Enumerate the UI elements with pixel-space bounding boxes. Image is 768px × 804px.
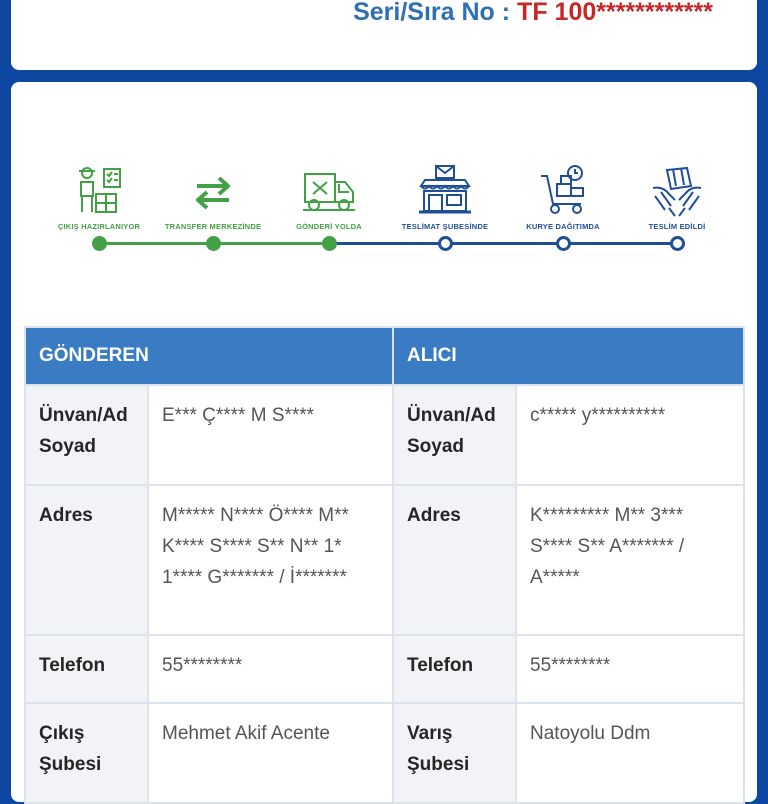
origin-branch-label: Çıkış Şubesi — [25, 703, 148, 803]
sender-name-value: E*** Ç**** M S**** — [148, 385, 393, 485]
serial-value: TF 100************ — [517, 0, 713, 26]
step-teslimat-subesinde — [390, 164, 500, 231]
sender-phone-value: 55******** — [148, 635, 393, 703]
progress-dot — [670, 236, 685, 251]
receiver-name-value: c***** y********** — [516, 385, 744, 485]
step-label: ÇIKIŞ HAZIRLANIYOR — [57, 222, 141, 231]
serial-card — [11, 0, 757, 70]
step-label: TESLİMAT ŞUBESİNDE — [401, 222, 489, 231]
sender-name-label: Ünvan/Ad Soyad — [25, 385, 148, 485]
transfer-arrows-icon — [185, 164, 241, 220]
table-row — [25, 385, 744, 485]
sender-address-label: Adres — [25, 485, 148, 635]
step-kurye-dagitimda — [508, 164, 618, 231]
progress-dot — [322, 236, 337, 251]
step-label: TRANSFER MERKEZİNDE — [164, 222, 262, 231]
sender-header: GÖNDEREN — [25, 327, 393, 385]
receiver-header: ALICI — [393, 327, 744, 385]
receiver-address-label: Adres — [393, 485, 516, 635]
sender-phone-label: Telefon — [25, 635, 148, 703]
sender-address-value: M***** N**** Ö**** M** K**** S**** S** N** 1* 1**** G******* / İ******* — [148, 485, 393, 635]
table-row — [25, 635, 744, 703]
table-row — [25, 703, 744, 803]
table-row — [25, 485, 744, 635]
shipment-card — [11, 82, 757, 802]
progress-dot — [438, 236, 453, 251]
origin-branch-value: Mehmet Akif Acente — [148, 703, 393, 803]
warehouse-worker-icon — [71, 164, 127, 220]
delivered-hands-icon — [649, 164, 705, 220]
shipment-details-table — [24, 326, 745, 804]
step-gonderi-yolda — [274, 164, 384, 231]
receiver-phone-value: 55******** — [516, 635, 744, 703]
step-label: TESLİM EDİLDİ — [648, 222, 706, 231]
branch-store-icon — [417, 164, 473, 220]
delivery-truck-icon — [301, 164, 357, 220]
progress-dot — [206, 236, 221, 251]
step-label: KURYE DAĞITIMDA — [526, 222, 600, 231]
progress-dot — [556, 236, 571, 251]
progress-line-todo — [329, 242, 677, 245]
table-header-row — [25, 327, 744, 385]
serial-number — [353, 0, 713, 27]
progress-dot — [92, 236, 107, 251]
receiver-phone-label: Telefon — [393, 635, 516, 703]
receiver-address-value: K********* M** 3*** S**** S** A******* / A***** — [516, 485, 744, 635]
step-teslim-edildi — [622, 164, 732, 231]
status-tracker — [11, 82, 757, 282]
step-cikis-hazirlaniyor — [44, 164, 154, 231]
courier-cart-icon — [535, 164, 591, 220]
serial-label: Seri/Sıra No : — [353, 0, 518, 26]
step-transfer-merkezinde — [158, 164, 268, 231]
destination-branch-value: Natoyolu Ddm — [516, 703, 744, 803]
step-label: GÖNDERİ YOLDA — [296, 222, 362, 231]
receiver-name-label: Ünvan/Ad Soyad — [393, 385, 516, 485]
destination-branch-label: Varış Şubesi — [393, 703, 516, 803]
